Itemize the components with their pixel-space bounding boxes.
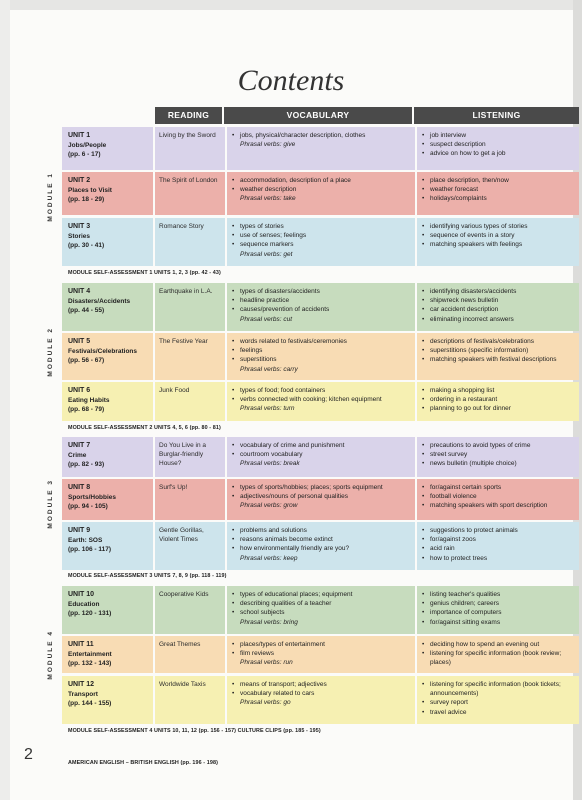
unit-cell: [62, 437, 153, 477]
listening-cell: [417, 479, 579, 520]
vocabulary-cell: [227, 636, 415, 673]
reading-title: Living by the Sword: [159, 132, 216, 139]
reading-cell: [155, 382, 225, 421]
reading-title: Great Themes: [159, 641, 201, 648]
unit-row: [62, 382, 579, 421]
reading-cell: [155, 172, 225, 215]
listening-list: [421, 483, 575, 511]
vocabulary-item: • adjectives/nouns of personal qualities: [231, 492, 411, 501]
vocabulary-cell: [227, 283, 415, 331]
unit-unit: UNIT 1: [68, 132, 91, 139]
listening-item: • how to protect trees: [421, 554, 575, 563]
unit-row: [62, 586, 579, 634]
header-listening: LISTENING: [414, 107, 579, 124]
vocabulary-cell: [227, 479, 415, 520]
listening-item: • superstitions (specific information): [421, 346, 575, 355]
unit-cell: [62, 127, 153, 170]
unit-pages: (pp. 6 - 17): [68, 151, 101, 159]
vocabulary-item: • places/types of entertainment: [231, 640, 411, 649]
vocabulary-item: • types of food; food containers: [231, 386, 411, 395]
vocabulary-item: • types of educational places; equipment: [231, 590, 411, 599]
listening-list: [421, 386, 575, 414]
reading-cell: [155, 636, 225, 673]
unit-topic: Eating Habits: [68, 396, 110, 404]
reading-title: Surf's Up!: [159, 484, 188, 491]
listening-item: • place description, then/now: [421, 176, 575, 185]
vocabulary-item: • verbs connected with cooking; kitchen equipment: [231, 395, 411, 404]
listening-item: • ordering in a restaurant: [421, 395, 575, 404]
page-edge-left: [0, 0, 10, 800]
listening-item: • matching speakers with festival descriptions: [421, 355, 575, 364]
listening-item: • advice on how to get a job: [421, 149, 575, 158]
unit-unit: UNIT 8: [68, 484, 91, 491]
vocabulary-cell: [227, 333, 415, 380]
listening-item: • identifying various types of stories: [421, 222, 575, 231]
header-reading: READING: [155, 107, 222, 124]
unit-pages: (pp. 94 - 105): [68, 503, 108, 511]
footer-american-british: AMERICAN ENGLISH – BRITISH ENGLISH (pp. 196 - 198): [68, 760, 218, 766]
unit-row: [62, 172, 579, 215]
listening-cell: [417, 172, 579, 215]
listening-list: [421, 526, 575, 563]
vocabulary-cell: [227, 382, 415, 421]
unit-unit: UNIT 3: [68, 223, 91, 230]
listening-item: • job interview: [421, 131, 575, 140]
reading-cell: [155, 479, 225, 520]
phrasal-verbs: Phrasal verbs: break: [240, 460, 300, 468]
unit-row: [62, 283, 579, 331]
module-label: [40, 437, 60, 570]
listening-item: • holidays/complaints: [421, 194, 575, 203]
reading-title: Cooperative Kids: [159, 591, 209, 598]
reading-cell: [155, 437, 225, 477]
unit-pages: (pp. 68 - 79): [68, 406, 105, 414]
unit-pages: (pp. 82 - 93): [68, 461, 105, 469]
phrasal-verbs: Phrasal verbs: carry: [240, 365, 298, 373]
vocabulary-item: • describing qualities of a teacher: [231, 599, 411, 608]
module-label: [40, 586, 60, 724]
module-label-text: MODULE 3: [46, 478, 54, 529]
vocabulary-cell: [227, 522, 415, 570]
unit-topic: Crime: [68, 451, 87, 459]
phrasal-verbs: Phrasal verbs: go: [240, 699, 291, 707]
module-self-assessment: MODULE SELF-ASSESSMENT 2 UNITS 4, 5, 6 (pp. 80 - 81): [68, 425, 221, 431]
listening-item: • listing teacher's qualities: [421, 590, 575, 599]
phrasal-verbs: Phrasal verbs: take: [240, 195, 296, 203]
vocabulary-list: [231, 131, 411, 140]
listening-item: • sequence of events in a story: [421, 231, 575, 240]
listening-cell: [417, 283, 579, 331]
listening-item: • suspect description: [421, 140, 575, 149]
reading-title: Worldwide Taxis: [159, 681, 206, 688]
phrasal-verbs: Phrasal verbs: run: [240, 659, 293, 667]
unit-pages: (pp. 56 - 67): [68, 357, 105, 365]
listening-cell: [417, 333, 579, 380]
unit-row: [62, 676, 579, 724]
listening-item: • survey report: [421, 698, 575, 707]
unit-cell: [62, 676, 153, 724]
listening-item: • news bulletin (multiple choice): [421, 459, 575, 468]
unit-cell: [62, 479, 153, 520]
listening-cell: [417, 586, 579, 634]
listening-item: • identifying disasters/accidents: [421, 287, 575, 296]
listening-item: • weather forecast: [421, 185, 575, 194]
vocabulary-cell: [227, 437, 415, 477]
vocabulary-item: • types of disasters/accidents: [231, 287, 411, 296]
module-label-text: MODULE 2: [46, 327, 54, 377]
reading-cell: [155, 676, 225, 724]
unit-pages: (pp. 44 - 55): [68, 307, 105, 315]
vocabulary-list: [231, 640, 411, 658]
listening-list: [421, 131, 575, 159]
module-label-text: MODULE 4: [46, 630, 54, 680]
vocabulary-list: [231, 176, 411, 194]
vocabulary-item: • types of sports/hobbies; places; sports equipment: [231, 483, 411, 492]
unit-unit: UNIT 6: [68, 387, 91, 394]
reading-title: Romance Story: [159, 223, 204, 230]
reading-title: Gentle Gorillas, Violent Times: [159, 527, 204, 544]
vocabulary-list: [231, 386, 411, 404]
unit-cell: [62, 522, 153, 570]
unit-topic: Transport: [68, 690, 98, 698]
listening-cell: [417, 636, 579, 673]
listening-item: • shipwreck news bulletin: [421, 296, 575, 305]
vocabulary-item: • means of transport; adjectives: [231, 680, 411, 689]
phrasal-verbs: Phrasal verbs: get: [240, 250, 293, 258]
vocabulary-item: • sequence markers: [231, 240, 411, 249]
vocabulary-cell: [227, 586, 415, 634]
unit-topic: Festivals/Celebrations: [68, 347, 137, 355]
listening-item: • genius children; careers: [421, 599, 575, 608]
reading-title: Do You Live in a Burglar-friendly House?: [159, 442, 206, 468]
vocabulary-list: [231, 526, 411, 554]
vocabulary-item: • types of stories: [231, 222, 411, 231]
listening-cell: [417, 676, 579, 724]
unit-unit: UNIT 5: [68, 338, 91, 345]
vocabulary-item: • words related to festivals/ceremonies: [231, 337, 411, 346]
listening-item: • listening for specific information (book tickets; announcements): [421, 680, 575, 698]
listening-item: • importance of computers: [421, 608, 575, 617]
unit-topic: Education: [68, 600, 100, 608]
vocabulary-item: • feelings: [231, 346, 411, 355]
vocabulary-item: • superstitions: [231, 355, 411, 364]
listening-item: • suggestions to protect animals: [421, 526, 575, 535]
listening-item: • for/against zoos: [421, 535, 575, 544]
unit-cell: [62, 382, 153, 421]
reading-cell: [155, 586, 225, 634]
unit-unit: UNIT 2: [68, 177, 91, 184]
listening-item: • for/against sitting exams: [421, 618, 575, 627]
phrasal-verbs: Phrasal verbs: cut: [240, 315, 293, 323]
reading-title: Junk Food: [159, 387, 190, 394]
unit-unit: UNIT 12: [68, 681, 95, 688]
phrasal-verbs: Phrasal verbs: turn: [240, 405, 295, 413]
reading-title: Earthquake in L.A.: [159, 288, 213, 295]
listening-item: • deciding how to spend an evening out: [421, 640, 575, 649]
unit-cell: [62, 636, 153, 673]
listening-list: [421, 441, 575, 469]
vocabulary-cell: [227, 218, 415, 266]
unit-row: [62, 636, 579, 673]
listening-item: • planning to go out for dinner: [421, 404, 575, 413]
reading-title: The Spirit of London: [159, 177, 218, 184]
listening-item: • listening for specific information (book review; places): [421, 649, 575, 667]
listening-list: [421, 590, 575, 627]
phrasal-verbs: Phrasal verbs: bring: [240, 618, 298, 626]
unit-cell: [62, 333, 153, 380]
unit-cell: [62, 218, 153, 266]
listening-list: [421, 640, 575, 668]
unit-pages: (pp. 132 - 143): [68, 660, 112, 668]
module-self-assessment: MODULE SELF-ASSESSMENT 4 UNITS 10, 11, 12 (pp. 156 - 157) CULTURE CLIPS (pp. 185 - 195): [68, 728, 321, 734]
listening-item: • football violence: [421, 492, 575, 501]
vocabulary-item: • weather description: [231, 185, 411, 194]
unit-pages: (pp. 106 - 117): [68, 546, 111, 554]
listening-cell: [417, 522, 579, 570]
vocabulary-item: • vocabulary of crime and punishment: [231, 441, 411, 450]
unit-row: [62, 333, 579, 380]
listening-list: [421, 176, 575, 204]
vocabulary-item: • film reviews: [231, 649, 411, 658]
unit-unit: UNIT 4: [68, 288, 91, 295]
reading-cell: [155, 522, 225, 570]
vocabulary-list: [231, 680, 411, 698]
unit-row: [62, 522, 579, 570]
reading-cell: [155, 218, 225, 266]
unit-unit: UNIT 10: [68, 591, 95, 598]
unit-unit: UNIT 7: [68, 442, 91, 449]
reading-title: The Festive Year: [159, 338, 208, 345]
unit-topic: Earth: SOS: [68, 536, 103, 544]
reading-cell: [155, 333, 225, 380]
phrasal-verbs: Phrasal verbs: keep: [240, 554, 298, 562]
unit-topic: Stories: [68, 232, 91, 240]
listening-list: [421, 680, 575, 717]
listening-item: • acid rain: [421, 544, 575, 553]
unit-topic: Jobs/People: [68, 141, 107, 149]
listening-item: • matching speakers with feelings: [421, 240, 575, 249]
module-label-text: MODULE 1: [46, 171, 54, 222]
unit-topic: Sports/Hobbies: [68, 493, 117, 501]
module-label: [40, 283, 60, 421]
unit-row: [62, 127, 579, 170]
unit-unit: UNIT 11: [68, 641, 94, 648]
module-self-assessment: MODULE SELF-ASSESSMENT 1 UNITS 1, 2, 3 (pp. 42 - 43): [68, 270, 221, 276]
unit-row: [62, 218, 579, 266]
unit-row: [62, 479, 579, 520]
vocabulary-item: • school subjects: [231, 608, 411, 617]
vocabulary-item: • reasons animals become extinct: [231, 535, 411, 544]
vocabulary-item: • courtroom vocabulary: [231, 450, 411, 459]
listening-item: • eliminating incorrect answers: [421, 315, 575, 324]
unit-row: [62, 437, 579, 477]
vocabulary-item: • jobs, physical/character description, clothes: [231, 131, 411, 140]
reading-cell: [155, 283, 225, 331]
vocabulary-cell: [227, 676, 415, 724]
unit-unit: UNIT 9: [68, 527, 91, 534]
module-self-assessment: MODULE SELF-ASSESSMENT 3 UNITS 7, 8, 9 (pp. 118 - 119): [68, 573, 227, 579]
unit-cell: [62, 172, 153, 215]
unit-cell: [62, 283, 153, 331]
vocabulary-list: [231, 287, 411, 315]
listening-item: • making a shopping list: [421, 386, 575, 395]
vocabulary-item: • headline practice: [231, 296, 411, 305]
vocabulary-item: • vocabulary related to cars: [231, 689, 411, 698]
listening-cell: [417, 382, 579, 421]
vocabulary-item: • use of senses; feelings: [231, 231, 411, 240]
vocabulary-list: [231, 590, 411, 618]
phrasal-verbs: Phrasal verbs: give: [240, 141, 296, 149]
vocabulary-list: [231, 337, 411, 365]
unit-cell: [62, 586, 153, 634]
listening-list: [421, 222, 575, 250]
listening-list: [421, 287, 575, 324]
unit-pages: (pp. 120 - 131): [68, 610, 112, 618]
unit-topic: Disasters/Accidents: [68, 297, 131, 305]
vocabulary-item: • causes/prevention of accidents: [231, 305, 411, 314]
page-edge-top: [0, 0, 582, 10]
listening-item: • for/against certain sports: [421, 483, 575, 492]
unit-topic: Entertainment: [68, 650, 112, 658]
page-title: Contents: [237, 64, 345, 97]
header-vocabulary: VOCABULARY: [224, 107, 412, 124]
phrasal-verbs: Phrasal verbs: grow: [240, 502, 298, 510]
listening-cell: [417, 437, 579, 477]
unit-topic: Places to Visit: [68, 186, 112, 194]
vocabulary-cell: [227, 172, 415, 215]
module-label: [40, 127, 60, 266]
unit-pages: (pp. 30 - 41): [68, 242, 105, 250]
vocabulary-list: [231, 222, 411, 250]
vocabulary-item: • how environmentally friendly are you?: [231, 544, 411, 553]
vocabulary-list: [231, 441, 411, 459]
listening-list: [421, 337, 575, 365]
listening-cell: [417, 218, 579, 266]
page-number: 2: [24, 746, 33, 763]
reading-cell: [155, 127, 225, 170]
listening-item: • travel advice: [421, 708, 575, 717]
vocabulary-list: [231, 483, 411, 501]
vocabulary-item: • accommodation, description of a place: [231, 176, 411, 185]
vocabulary-item: • problems and solutions: [231, 526, 411, 535]
listening-cell: [417, 127, 579, 170]
listening-item: • car accident description: [421, 305, 575, 314]
unit-pages: (pp. 144 - 155): [68, 700, 112, 708]
unit-pages: (pp. 18 - 29): [68, 196, 105, 204]
listening-item: • precautions to avoid types of crime: [421, 441, 575, 450]
vocabulary-cell: [227, 127, 415, 170]
listening-item: • matching speakers with sport description: [421, 501, 575, 510]
listening-item: • street survey: [421, 450, 575, 459]
listening-item: • descriptions of festivals/celebrations: [421, 337, 575, 346]
